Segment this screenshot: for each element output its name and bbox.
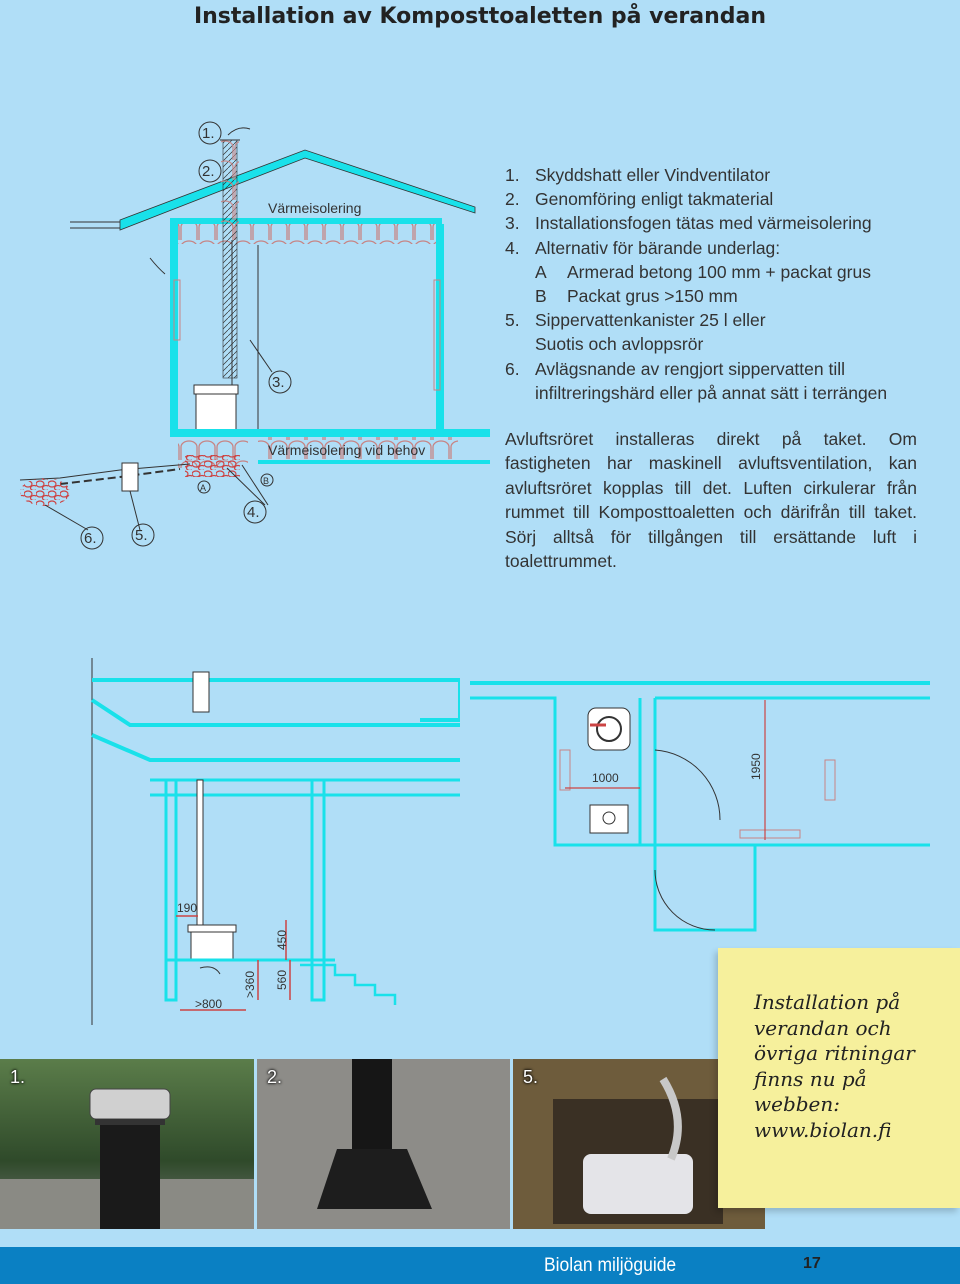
page-number: 17 bbox=[803, 1255, 821, 1272]
sticky-note bbox=[718, 948, 960, 1208]
point-b-label: B bbox=[263, 476, 270, 486]
note-text: Installation på verandan och övriga ritningar finns nu på webben: www.biolan.fi bbox=[754, 990, 915, 1142]
photo-number: 2. bbox=[267, 1067, 283, 1087]
legend-subitem: A Armerad betong 100 mm + packat grus bbox=[535, 261, 871, 282]
photo-vent-cap bbox=[0, 1059, 254, 1229]
floor-insulation-label: Värmeisolering vid behov bbox=[268, 442, 426, 458]
photo-number: 1. bbox=[10, 1067, 26, 1087]
marker-5: 5. bbox=[135, 527, 148, 544]
legend-list bbox=[505, 163, 945, 405]
legend-item: 5. Sippervattenkanister 25 l eller bbox=[505, 310, 766, 331]
legend-item: 6. Avlägsnande av rengjort sippervatten till bbox=[505, 358, 846, 379]
footer-brand: Biolan miljöguide bbox=[544, 1255, 677, 1276]
dim-190: 190 bbox=[177, 901, 198, 915]
legend-item-cont: Suotis och avloppsrör bbox=[535, 334, 704, 355]
cross-section-diagram bbox=[0, 115, 500, 560]
plan-view-diagram bbox=[465, 675, 955, 945]
vent-cap-icon bbox=[0, 1059, 254, 1229]
marker-2: 2. bbox=[202, 163, 215, 180]
marker-3: 3. bbox=[272, 374, 285, 391]
photo-roof-pipe bbox=[257, 1059, 510, 1229]
info-paragraph: Avluftsröret installeras direkt på taket. Om fastigheten har maskinell avluftsventilation, kan avluftsröret kopplas till det. Luften cirkulerar från rummet till Komposttoaletten och därifrån till taket. Sörj alltså för tillgången till ersättande luft i toalettrummet. bbox=[505, 429, 917, 572]
legend-item: 1. Skyddshatt eller Vindventilator bbox=[505, 165, 771, 185]
legend-item-cont: infiltreringshärd eller på annat sätt i terrängen bbox=[535, 382, 888, 403]
dim-360: >360 bbox=[243, 970, 257, 998]
dim-800: >800 bbox=[195, 997, 223, 1011]
legend-item: 2. Genomföring enligt takmaterial bbox=[505, 189, 774, 210]
dim-450: 450 bbox=[275, 929, 289, 950]
dim-1950: 1950 bbox=[749, 753, 763, 780]
marker-6: 6. bbox=[84, 530, 97, 547]
dim-1000: 1000 bbox=[592, 771, 619, 785]
roof-pipe-icon bbox=[257, 1059, 510, 1229]
photo-number: 5. bbox=[523, 1067, 539, 1087]
legend-subitem: B Packat grus >150 mm bbox=[535, 286, 738, 307]
legend-item: 3. Installationsfogen tätas med värmeisolering bbox=[505, 213, 872, 234]
page-title: Installation av Komposttoaletten på verandan bbox=[193, 4, 767, 29]
point-a-label: A bbox=[200, 483, 207, 493]
dim-560: 560 bbox=[275, 969, 289, 990]
legend-item: 4. Alternativ för bärande underlag: bbox=[505, 237, 781, 258]
marker-1: 1. bbox=[202, 125, 215, 142]
footer bbox=[0, 1247, 960, 1284]
insulation-label: Värmeisolering bbox=[268, 200, 362, 216]
side-view-diagram bbox=[80, 655, 460, 1025]
marker-4: 4. bbox=[247, 504, 260, 521]
